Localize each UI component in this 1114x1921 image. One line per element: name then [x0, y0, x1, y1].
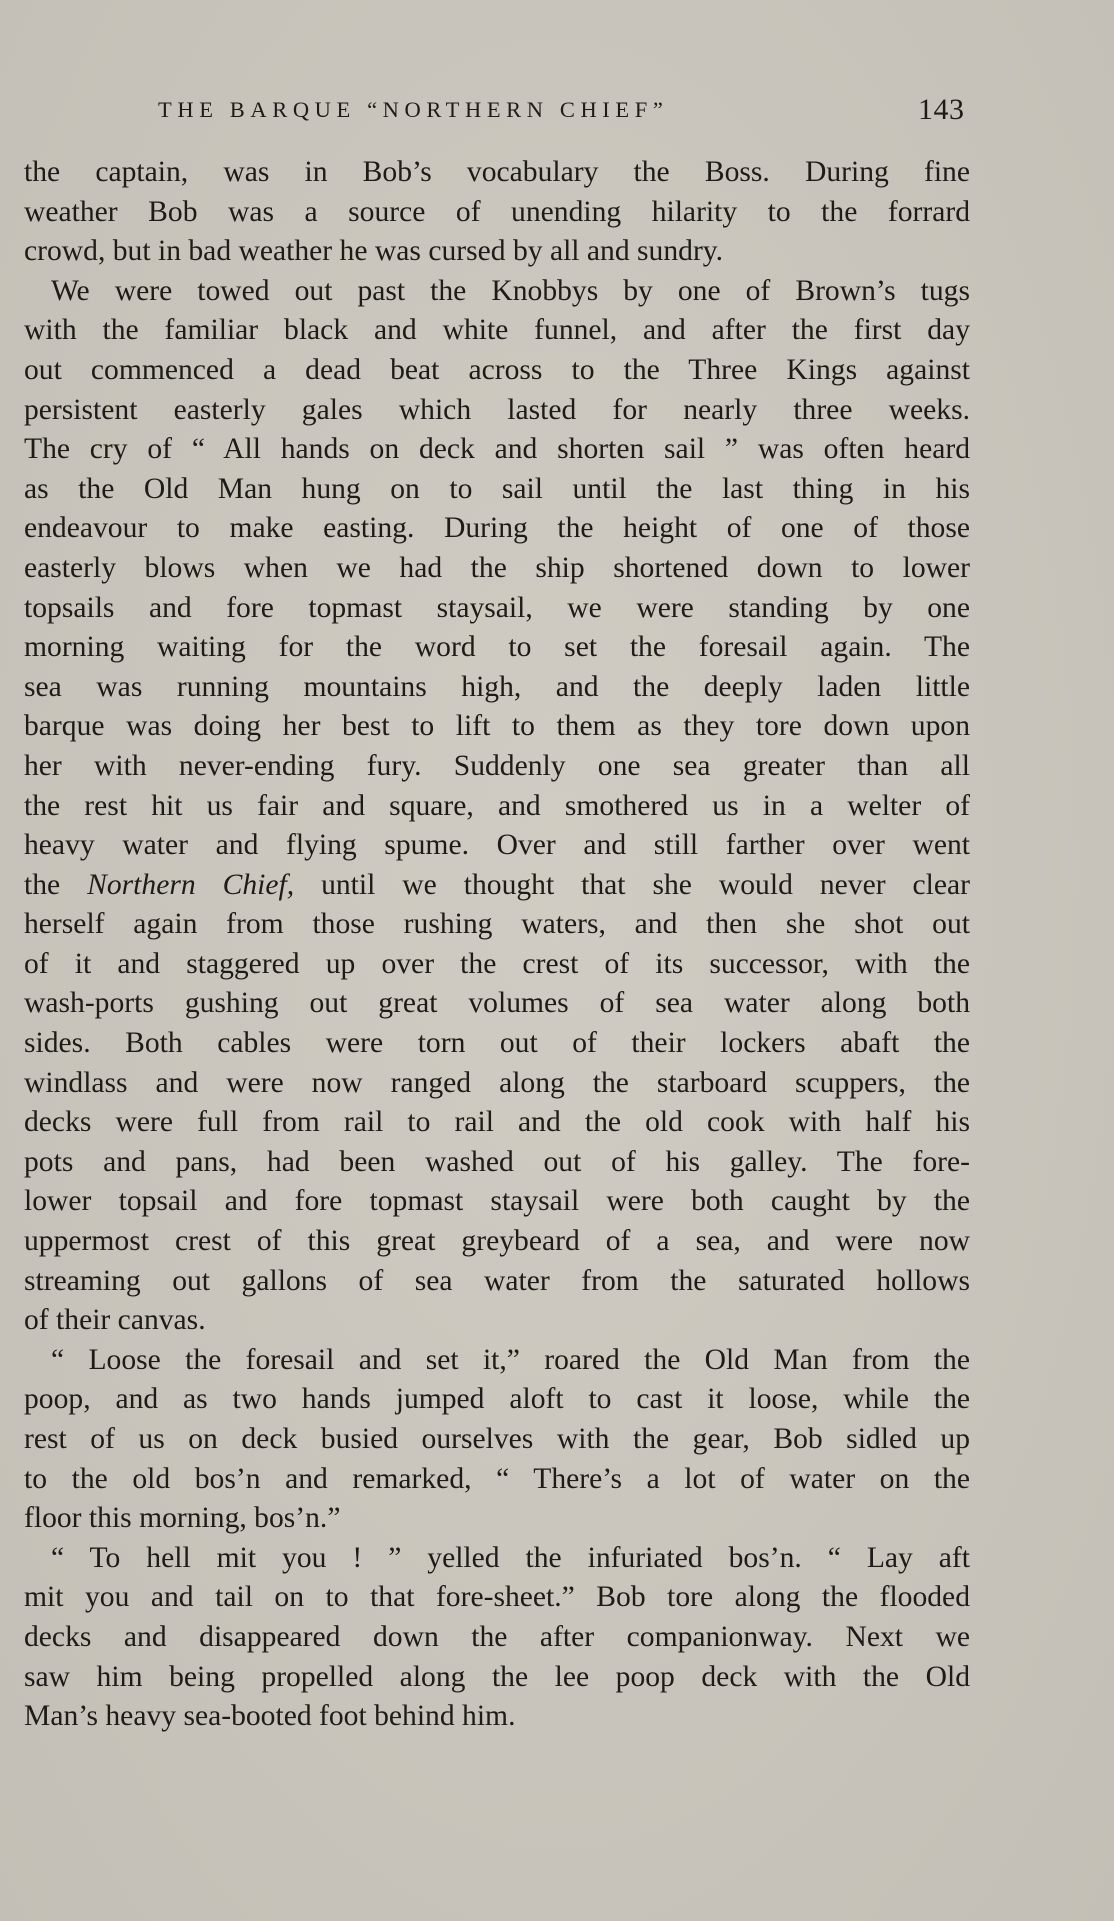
text-line: persistent easterly gales which lasted for nearly three weeks. [24, 393, 970, 426]
text-line: pots and pans, had been washed out of his galley. The fore- [24, 1145, 970, 1178]
ship-name: Northern Chief, [87, 868, 295, 901]
text-run: the [24, 868, 88, 901]
text-run: until we thought that she would never clear [294, 868, 970, 901]
text-line: easterly blows when we had the ship shortened down to lower [24, 551, 970, 584]
running-title: THE BARQUE “NORTHERN CHIEF” [158, 97, 669, 122]
text-line: sides. Both cables were torn out of their lockers abaft the [24, 1027, 970, 1060]
text-line: decks and disappeared down the after companionway. Next we [24, 1620, 970, 1653]
text-line: poop, and as two hands jumped aloft to cast it loose, while the [24, 1383, 970, 1416]
text-line: out commenced a dead beat across to the Three Kings against [24, 353, 970, 386]
text-line: We were towed out past the Knobbys by one of Brown’s tugs [51, 274, 970, 307]
text-line: rest of us on deck busied ourselves with the gear, Bob sidled up [24, 1423, 970, 1455]
text-line: herself again from those rushing waters, and then she shot out [24, 908, 970, 941]
text-line: morning waiting for the word to set the foresail again. The [24, 631, 970, 664]
running-head [0, 90, 1114, 130]
text-line: saw him being propelled along the lee poop deck with the Old [24, 1660, 970, 1693]
text-line: The cry of “ All hands on deck and shorten sail ” was often heard [24, 433, 970, 466]
text-line: wash-ports gushing out great volumes of sea water along both [24, 987, 970, 1020]
text-line: barque was doing her best to lift to them as they tore down upon [24, 710, 970, 743]
text-line: with the familiar black and white funnel, and after the first day [24, 314, 970, 347]
text-line: endeavour to make easting. During the height of one of those [24, 512, 970, 545]
text-line: uppermost crest of this great greybeard of a sea, and were now [24, 1225, 970, 1258]
text-line: topsails and fore topmast staysail, we were standing by one [24, 591, 970, 624]
text-line: the captain, was in Bob’s vocabulary the Boss. During fine [24, 156, 970, 188]
text-line: crowd, but in bad weather he was cursed by all and sundry. [24, 235, 724, 268]
text-line: windlass and were now ranged along the starboard scuppers, the [24, 1066, 970, 1099]
text-line: her with never-ending fury. Suddenly one sea greater than all [24, 749, 970, 782]
page-number: 143 [918, 93, 965, 126]
text-line: heavy water and flying spume. Over and still farther over went [24, 829, 970, 862]
text-line: as the Old Man hung on to sail until the last thing in his [24, 472, 970, 505]
text-line: streaming out gallons of sea water from the saturated hollows [24, 1264, 970, 1297]
text-line: “ To hell mit you ! ” yelled the infuriated bos’n. “ Lay aft [51, 1541, 970, 1574]
text-line: “ Loose the foresail and set it,” roared the Old Man from the [51, 1343, 970, 1376]
text-line: decks were full from rail to rail and the old cook with half his [24, 1106, 970, 1139]
text-line: of their canvas. [24, 1304, 206, 1337]
text-line: Man’s heavy sea-booted foot behind him. [24, 1700, 516, 1733]
text-line: weather Bob was a source of unending hilarity to the forrard [24, 195, 970, 228]
text-line: floor this morning, bos’n.” [24, 1502, 341, 1535]
body-text [24, 153, 970, 1737]
text-line: sea was running mountains high, and the deeply laden little [24, 670, 970, 703]
text-line: the rest hit us fair and square, and smothered us in a welter of [24, 789, 970, 822]
text-line: mit you and tail on to that fore-sheet.” Bob tore along the flooded [24, 1581, 970, 1614]
text-line: of it and staggered up over the crest of its successor, with the [24, 947, 970, 980]
text-line: to the old bos’n and remarked, “ There’s a lot of water on the [24, 1462, 970, 1495]
text-line: lower topsail and fore topmast staysail were both caught by the [24, 1185, 970, 1218]
text-line [24, 866, 970, 906]
